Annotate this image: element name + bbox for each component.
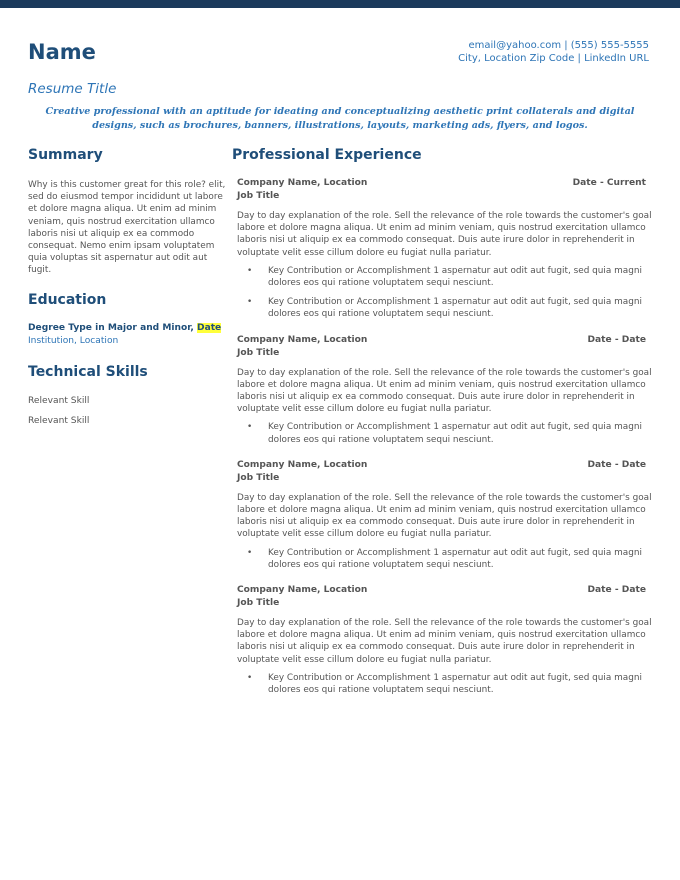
job-bullets	[237, 672, 652, 696]
summary-text: Why is this customer great for this role? elit, sed do eiusmod tempor incididunt ut labore et dolore magna aliqua. Ut enim ad minim veniam, quis nostrud exercitation ullamco laboris nisi ut aliquip ex ea commodo consequat. Nemo enim ipsam voluptatem quia voluptas sit aspernatur aut odit aut fugit.	[28, 180, 226, 276]
contact-info	[458, 39, 649, 65]
job-bullet: • Key Contribution or Accomplishment 1 aspernatur aut odit aut fugit, sed quia magni dolores eos qui ratione voluptatem sequi nesciunt.	[237, 421, 652, 445]
degree-text: Degree Type in Major and Minor,	[28, 322, 198, 333]
job-header	[237, 459, 652, 472]
experience-heading: Professional Experience	[232, 147, 422, 163]
degree-date-highlight: Date	[197, 322, 222, 333]
job-description: Day to day explanation of the role. Sell the relevance of the role towards the customer's goal labore et dolore magna aliqua. Ut enim ad minim veniam, quis nostrud exercitation ullamco laboris nisi ut aliquip ex ea commodo consequat. Duis aute irure dolor in reprehenderit in voluptate velit esse cillum dolore eu fugiat nulla pariatur.	[237, 211, 652, 258]
contact-email-phone: email@yahoo.com | (555) 555-5555	[468, 40, 649, 51]
job-description: Day to day explanation of the role. Sell the relevance of the role towards the customer's goal labore et dolore magna aliqua. Ut enim ad minim veniam, quis nostrud exercitation ullamco laboris nisi ut aliquip ex ea commodo consequat. Duis aute irure dolor in reprehenderit in voluptate velit esse cillum dolore eu fugiat nulla pariatur.	[237, 367, 652, 415]
skill-item: Relevant Skill	[28, 415, 90, 426]
skill-item: Relevant Skill	[28, 395, 90, 406]
top-accent-bar	[0, 0, 680, 8]
job-description: Day to day explanation of the role. Sell the relevance of the role towards the customer's goal labore et dolore magna aliqua. Ut enim ad minim veniam, quis nostrud exercitation ullamco laboris nisi ut aliquip ex ea commodo consequat. Duis aute irure dolor in reprehenderit in voluptate velit esse cillum dolore eu fugiat nulla pariatur.	[237, 618, 652, 665]
job-header	[237, 584, 652, 597]
job-company: Company Name, Location	[237, 585, 368, 596]
job-title: Job Title	[237, 347, 280, 358]
job-dates: Date - Date	[587, 334, 646, 345]
job-bullet: • Key Contribution or Accomplishment 1 aspernatur aut odit aut fugit, sed quia magni dolores eos qui ratione voluptatem sequi nesciunt.	[237, 547, 652, 571]
candidate-name: Name	[28, 40, 96, 64]
left-column	[28, 146, 230, 428]
job-entry	[237, 334, 652, 446]
job-bullet: • Key Contribution or Accomplishment 1 aspernatur aut odit aut fugit, sed quia magni dolores eos qui ratione voluptatem sequi nesciunt.	[237, 296, 652, 320]
job-bullets	[237, 265, 652, 321]
job-company: Company Name, Location	[237, 459, 368, 470]
contact-location-linkedin: City, Location Zip Code | LinkedIn URL	[458, 53, 649, 64]
summary-heading: Summary	[28, 147, 103, 163]
job-bullets	[237, 547, 652, 571]
skills-heading: Technical Skills	[28, 363, 148, 380]
job-list	[237, 177, 652, 696]
job-title: Job Title	[237, 191, 280, 201]
job-entry	[237, 459, 652, 571]
right-column	[232, 146, 652, 709]
job-bullet: • Key Contribution or Accomplishment 1 aspernatur aut odit aut fugit, sed quia magni dolores eos qui ratione voluptatem sequi nesciunt.	[237, 672, 652, 696]
job-bullets	[237, 421, 652, 445]
job-title: Job Title	[237, 472, 280, 483]
job-header	[237, 334, 652, 347]
job-title: Job Title	[237, 598, 280, 609]
job-company: Company Name, Location	[237, 178, 368, 188]
job-entry	[237, 584, 652, 696]
job-dates: Date - Date	[587, 459, 646, 470]
job-dates: Date - Date	[587, 585, 646, 596]
tagline: Creative professional with an aptitude for ideating and conceptualizing aesthetic print collaterals and digital designs, such as brochures, banners, illustrations, layouts, marketing ads, flyers, and logos.	[45, 106, 635, 131]
job-dates: Date - Current	[572, 178, 646, 188]
job-header	[237, 177, 652, 190]
job-bullet: • Key Contribution or Accomplishment 1 aspernatur aut odit aut fugit, sed quia magni dolores eos qui ratione voluptatem sequi nesciunt.	[237, 265, 652, 289]
resume-title: Resume Title	[28, 81, 117, 97]
job-entry	[237, 177, 652, 321]
job-company: Company Name, Location	[237, 334, 368, 345]
job-description: Day to day explanation of the role. Sell the relevance of the role towards the customer's goal labore et dolore magna aliqua. Ut enim ad minim veniam, quis nostrud exercitation ullamco laboris nisi ut aliquip ex ea commodo consequat. Duis aute irure dolor in reprehenderit in voluptate velit esse cillum dolore eu fugiat nulla pariatur.	[237, 492, 652, 540]
education-heading: Education	[28, 291, 107, 308]
degree-line	[28, 322, 230, 335]
institution-line: Institution, Location	[28, 335, 119, 346]
